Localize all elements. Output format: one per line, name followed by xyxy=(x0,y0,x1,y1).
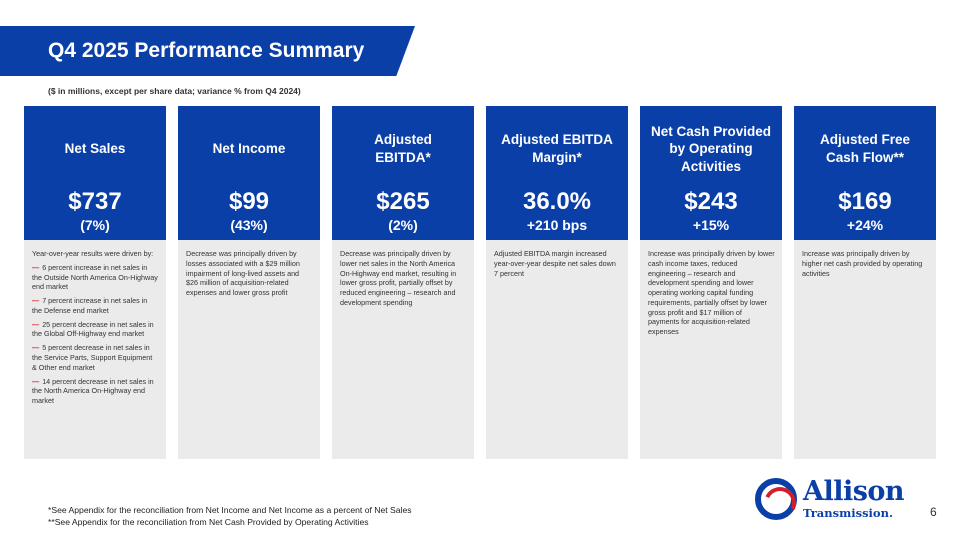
card-net-sales xyxy=(24,106,166,459)
page-subtitle: ($ in millions, except per share data; variance % from Q4 2024) xyxy=(48,86,301,96)
card-description xyxy=(794,240,936,459)
list-item: — 6 percent increase in net sales in the Outside North America On-Highway end market xyxy=(32,262,158,292)
card-description xyxy=(486,240,628,459)
card-value: $169 xyxy=(838,188,892,215)
logo-mark-icon xyxy=(755,478,797,520)
card-header xyxy=(24,106,166,240)
card-variance: +210 bps xyxy=(526,217,588,233)
footnote: *See Appendix for the reconciliation from Net Income and Net Income as a percent of Net Sales xyxy=(48,505,412,515)
card-intro-text: Decrease was principally driven by losses associated with a $29 million impairment of long-lived assets and $26 million of acquisition-related expenses and lower gross profit xyxy=(186,249,300,298)
card-intro-text: Increase was principally driven by lower cash income taxes, reduced engineering – research and development spending and lower operating working capital funding requirements, partially offset by lower gross profit and $17 million of payments for acquisition-related expenses xyxy=(648,249,775,337)
card-description xyxy=(640,240,782,459)
card-description xyxy=(332,240,474,459)
card-net-income xyxy=(178,106,320,459)
card-description xyxy=(24,240,166,459)
list-item: — 14 percent decrease in net sales in the North America On-Highway end market xyxy=(32,376,154,406)
card-header xyxy=(794,106,936,240)
card-label: Net Income xyxy=(212,141,286,157)
card-label: Adjusted Free Cash Flow** xyxy=(819,132,911,165)
footnote: **See Appendix for the reconciliation from Net Cash Provided by Operating Activities xyxy=(48,516,369,527)
allison-logo xyxy=(755,478,925,522)
card-intro-text: Year-over-year results were driven by: xyxy=(32,249,154,258)
dash-icon: — xyxy=(32,262,40,272)
page-number: 6 xyxy=(930,505,937,519)
dash-icon: — xyxy=(32,376,40,386)
card-intro-text: Adjusted EBITDA margin increased year-over-year despite net sales down 7 percent xyxy=(494,249,616,278)
card-value: $243 xyxy=(684,188,738,215)
card-intro-text: Decrease was principally driven by lower net sales in the North America On-Highway end market, resulting in lower gross profit, partially offset by reduced engineering – research and development spending xyxy=(340,249,457,307)
card-variance: (43%) xyxy=(230,217,268,233)
card-label: Adjusted EBITDA* xyxy=(374,132,432,165)
card-value: $99 xyxy=(228,188,270,215)
card-label: Net Cash Provided by Operating Activities xyxy=(650,123,772,174)
card-intro-text: Increase was principally driven by higher net cash provided by operating activities xyxy=(802,249,923,278)
card-net-cash-operating xyxy=(640,106,782,459)
card-description xyxy=(178,240,320,459)
card-variance: (7%) xyxy=(80,217,110,233)
card-variance: +24% xyxy=(846,217,884,233)
card-adjusted-ebitda-margin xyxy=(486,106,628,459)
card-variance: +15% xyxy=(692,217,730,233)
card-label: Net Sales xyxy=(64,141,126,157)
list-item: — 5 percent decrease in net sales in the Service Parts, Support Equipment & Other end market xyxy=(32,343,153,372)
card-header xyxy=(486,106,628,240)
list-item: — 7 percent increase in net sales in the Defense end market xyxy=(32,296,148,315)
card-value: $737 xyxy=(68,188,122,215)
footnotes xyxy=(48,505,412,528)
card-header xyxy=(178,106,320,240)
logo-subtext: Transmission. xyxy=(803,506,893,520)
card-value: $265 xyxy=(376,188,430,215)
dash-icon: — xyxy=(32,343,40,353)
page-title: Q4 2025 Performance Summary xyxy=(48,39,365,62)
dash-icon: — xyxy=(32,296,40,306)
card-variance: (2%) xyxy=(388,217,418,233)
list-item: — 25 percent decrease in net sales in the Global Off-Highway end market xyxy=(32,319,154,339)
card-adjusted-ebitda xyxy=(332,106,474,459)
card-header xyxy=(332,106,474,240)
card-adjusted-free-cash-flow xyxy=(794,106,936,459)
card-label: Adjusted EBITDA Margin* xyxy=(501,132,613,165)
card-header xyxy=(640,106,782,240)
dash-icon: — xyxy=(32,319,40,329)
card-value: 36.0% xyxy=(522,188,592,215)
logo-name: Allison xyxy=(803,476,905,507)
